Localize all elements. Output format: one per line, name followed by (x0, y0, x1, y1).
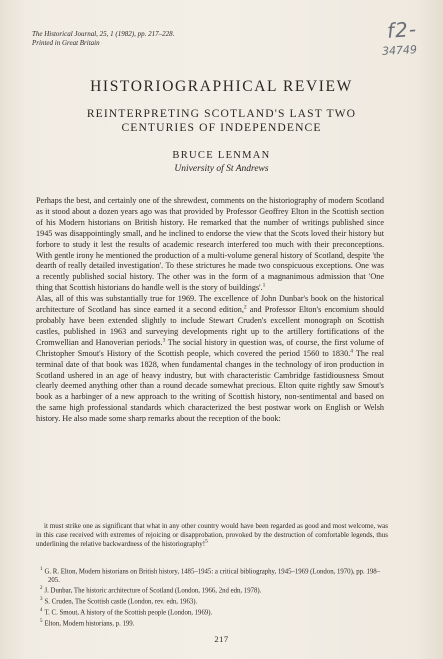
journal-reference (32, 30, 174, 48)
printed-in: Printed in Great Britain (32, 39, 100, 47)
footnote-number: 4 (40, 608, 43, 614)
paragraph-1-text: Perhaps the best, and certainly one of the shrewdest, comments on the historiography of modern Scotland as it stood about a dozen years ago was that provided by Professor Geoffrey Elton in the Scottish section of his Modern historians on British history. He remarked that the number of writings published since 1945 was disappointingly small, and he inclined to endorse the view that the Scots loved their history but forbore to study it lest the results of academic research interfered too much with their preconceptions. With gentle irony he mentioned the production of a multi-volume general history of Scotland, despite 'the dearth of really detailed investigation'. To these strictures he made two conspicuous exceptions. One was a recently published social history. The other was in the form of a magnanimous admission that 'One thing that Scottish historians do handle well is the story of buildings'. (36, 196, 384, 293)
footnotes (36, 566, 388, 629)
handwritten-annotation (382, 18, 417, 57)
author-name: BRUCE LENMAN (172, 150, 271, 161)
quote-text: it must strike one as significant that what in any other country would have been regarded as good and most welcome, was in this case received with extremes of rejoicing or disapprobation, provoked by the destruction of comfortable legends, thus underlining the relative backwardness of the historiography! (36, 522, 388, 548)
footnote-number: 2 (40, 586, 43, 592)
footnote (36, 596, 388, 607)
article-title-line-1: REINTERPRETING SCOTLAND'S LAST TWO (86, 107, 357, 120)
footnote (36, 618, 388, 629)
section-title: HISTORIOGRAPHICAL REVIEW (90, 78, 353, 95)
footnote-text: Elton, Modern historians, p. 199. (44, 620, 135, 628)
footnote-number: 5 (40, 619, 43, 625)
paragraph-2-text-c: The social history in question was, of course, the first volume of Christopher Smout's History of the Scottish people, which covered the period 1560 to 1830. (36, 337, 384, 358)
quote-paragraph (36, 522, 388, 549)
block-quote (36, 522, 388, 549)
paragraph-2-text-a: Alas, all of this was substantially true for 1969. The excellence of John Dunbar's book on the historical architecture of Scotland has since earned it a second edition, (36, 294, 384, 315)
footnote-text: T. C. Smout, A history of the Scottish people (London, 1969). (44, 609, 213, 617)
footnote (36, 607, 388, 618)
footnote-ref: 2 (243, 304, 247, 311)
article-title-line-2: CENTURIES OF INDEPENDENCE (121, 121, 322, 134)
footnote (36, 566, 388, 585)
handwritten-mark: f2- (386, 16, 418, 43)
journal-citation: The Historical Journal, 25, 1 (1982), pp. 217–228. (32, 30, 175, 38)
footnote-text: G. R. Elton, Modern historians on British history, 1485–1945: a critical bibliography, 1945–1969 (London, 1970), pp. 198–205. (44, 568, 381, 584)
footnote-number: 3 (40, 597, 43, 603)
footnote-ref: 4 (350, 347, 353, 354)
paragraph-1 (36, 196, 384, 294)
author-affiliation: University of St Andrews (174, 164, 269, 174)
handwritten-number: 34749 (381, 43, 418, 58)
footnote-ref: 5 (205, 538, 208, 545)
footnote-text: S. Cruden, The Scottish castle (London, rev. edn, 1963). (44, 598, 198, 606)
paragraph-2 (36, 294, 384, 425)
page-number: 217 (214, 634, 229, 644)
article-title (0, 107, 443, 135)
paragraph-2-text-b: and Professor Elton's encomium should probably have been extended slightly to include Stewart Cruden's excellent monograph on Scottish castles, published in 1963 and surveying developments right up to the artillery fortifications of the Cromwellian and Hanoverian periods. (36, 305, 385, 347)
footnote (36, 585, 388, 596)
footnote-ref: 1 (262, 282, 266, 289)
article-body (36, 196, 384, 425)
footnote-text: J. Dunbar, The historic architecture of Scotland (London, 1966, 2nd edn, 1978). (44, 587, 262, 595)
footnote-ref: 3 (162, 337, 166, 344)
paragraph-2-text-d: The real terminal date of that book was 1828, when fundamental changes in the technology of iron production in Scotland ushered in an age of heavy industry, but with characteristic Cambridge fastidiousness Smout clearly deemed anything other than a round decade somewhat precious. Elton quite rightly saw Smout's book as a harbinger of a new approach to the writing of Scottish history, non-sentimental and based on the same high professional standards which characterized the best postwar work on English or Welsh history. He also made some sharp remarks about the reception of the book: (36, 348, 384, 424)
footnote-number: 1 (40, 567, 43, 572)
